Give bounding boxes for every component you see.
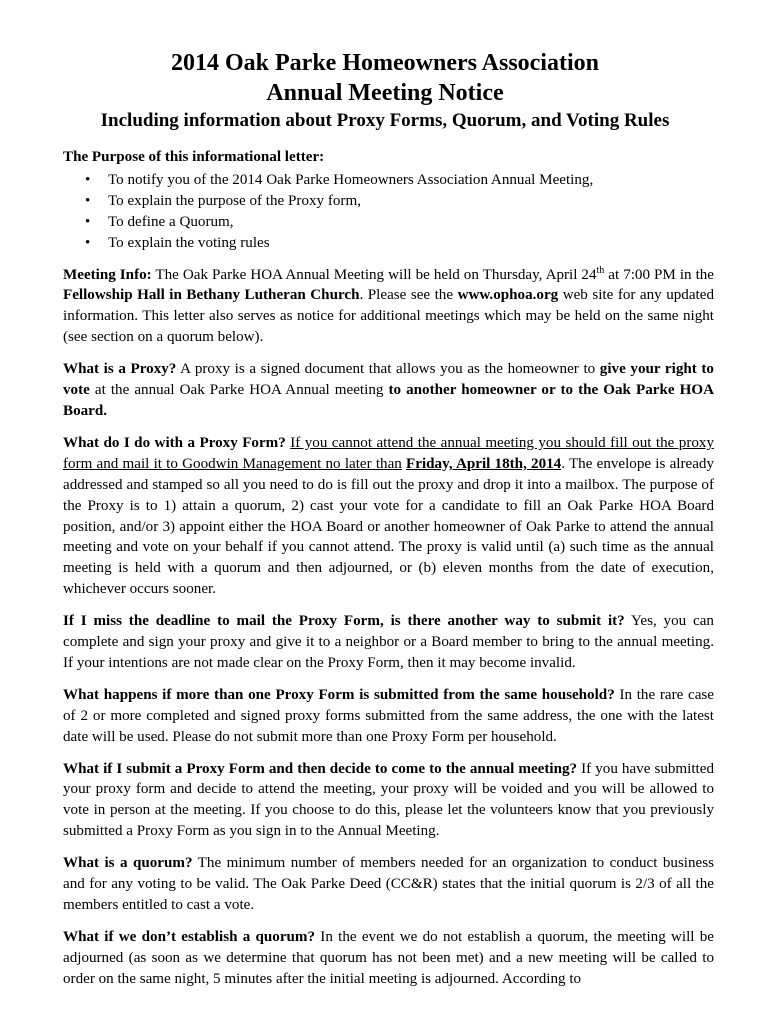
no-quorum-paragraph: What if we don’t establish a quorum? In the event we do not establish a quorum, the meeting will be adjourned (as soon as we determine that quorum has not been met) and a new meeting will be called to order on the same night, 5 minutes after the initial meeting is adjourned. According to: [63, 928, 714, 987]
purpose-heading: The Purpose of this informational letter:: [63, 149, 325, 165]
proxy-form-paragraph: What do I do with a Proxy Form? If you cannot attend the annual meeting you should fill out the proxy form and mail it to Goodwin Management no later than Friday, April 18th, 2014. The envelope is already addressed and stamped so all you need to do is fill out the proxy and drop it into a mailbox. The purpose of the Proxy is to 1) attain a quorum, 2) cast your vote for a candidate to fill an Oak Parke HOA Board position, and/or 3) appoint either the HOA Board or another homeowner of Oak Parke to attend the annual meeting and vote on your behalf if you cannot attend. The proxy is valid until (a) such time as the annual meeting is held with a quorum and then adjourned, or (b) eleven months from the date of execution, whichever occurs sooner.: [63, 434, 714, 598]
bullet-icon: •: [85, 192, 91, 209]
bullet-icon: •: [85, 213, 91, 230]
purpose-list: [63, 170, 714, 254]
website-link: www.ophoa.org: [457, 287, 559, 304]
document-body: [63, 147, 714, 1001]
title-line-2: Annual Meeting Notice: [266, 80, 504, 106]
bullet-icon: •: [85, 171, 91, 188]
missed-deadline-paragraph: If I miss the deadline to mail the Proxy Form, is there another way to submit it? Yes, you can complete and sign your proxy and give it to a neighbor or a Board member to bring to the annual meeting. If your intentions are not made clear on the Proxy Form, then it may become invalid.: [63, 613, 714, 671]
quorum-paragraph: What is a quorum? The minimum number of members needed for an organization to conduct business and for any voting to be valid. The Oak Parke Deed (CC&R) states that the initial quorum is 2/3 of all the members entitled to cast a vote.: [63, 855, 714, 913]
subtitle: Including information about Proxy Forms, Quorum, and Voting Rules: [100, 110, 670, 131]
list-item: • To define a Quorum,: [63, 212, 714, 233]
multiple-forms-paragraph: What happens if more than one Proxy Form is submitted from the same household? In the rare case of 2 or more completed and signed proxy forms submitted from the same address, the one with the latest date will be used. Please do not submit more than one Proxy Form per household.: [63, 686, 715, 745]
deadline-date: Friday, April 18th, 2014: [406, 455, 562, 472]
title-line-1: 2014 Oak Parke Homeowners Association: [171, 50, 599, 76]
list-item: • To explain the purpose of the Proxy form,: [63, 191, 714, 212]
attend-after-paragraph: What if I submit a Proxy Form and then decide to come to the annual meeting? If you have submitted your proxy form and decide to attend the meeting, your proxy will be voided and you will be allowed to vote in person at the meeting. If you choose to do this, please let the volunteers know that you previously submitted a Proxy Form as you sign in to the Annual Meeting.: [63, 760, 714, 840]
proxy-paragraph: What is a Proxy? A proxy is a signed document that allows you as the homeowner to give your right to vote at the annual Oak Parke HOA Annual meeting to another homeowner or to the Oak Parke HOA Board.: [63, 361, 714, 419]
bullet-icon: •: [85, 234, 91, 251]
list-item: • To notify you of the 2014 Oak Parke Homeowners Association Annual Meeting,: [63, 170, 714, 191]
meeting-info-paragraph: Meeting Info: The Oak Parke HOA Annual Meeting will be held on Thursday, April 24th at 7:00 PM in the Fellowship Hall in Bethany Lutheran Church. Please see the www.ophoa.org web site for any updated information. This letter also serves as notice for additional meetings which may be held on the same night (see section on a quorum below).: [63, 264, 715, 346]
list-item: • To explain the voting rules: [63, 233, 714, 254]
